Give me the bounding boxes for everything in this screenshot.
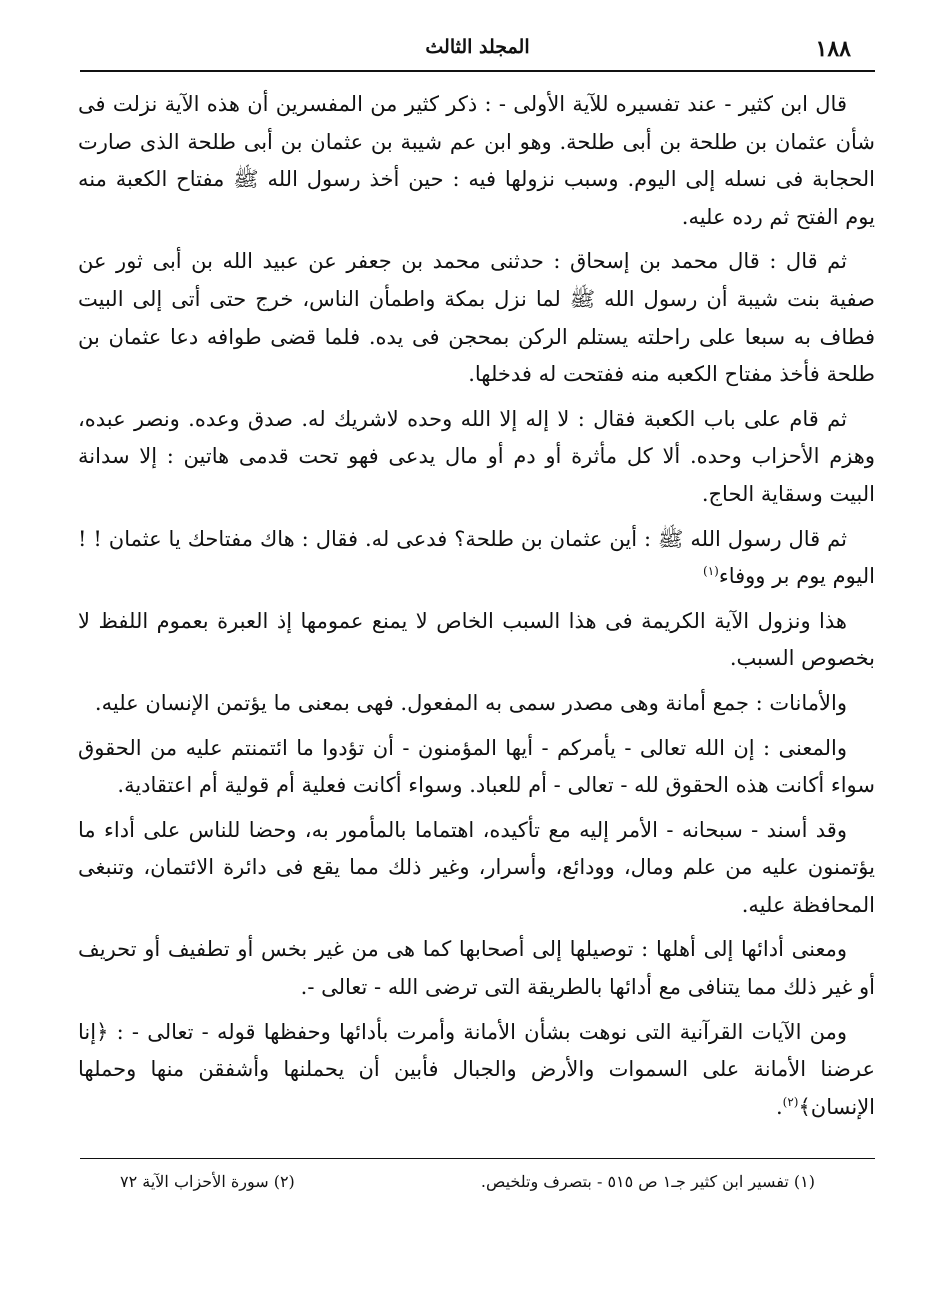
body-text: [78, 86, 875, 1133]
footnote-marker-2: (٢): [782, 1094, 799, 1109]
footnote-rule: [80, 1158, 875, 1159]
paragraph-9: ومعنى أدائها إلى أهلها : توصيلها إلى أصحابها كما هى من غير بخس أو تطفيف أو تحريف أو غير ذلك مما يتنافى مع أدائها بالطريقة التى ترضى الله - تعالى -.: [78, 937, 875, 1000]
final-period: .: [775, 1094, 783, 1119]
paragraph-2: ثم قال : قال محمد بن إسحاق : حدثنى محمد بن جعفر عن عبيد الله بن أبى ثور عن صفية بنت شيبة أن رسول الله ﷺ لما نزل بمكة واطمأن الناس، خرج حتى أتى إلى البيت فطاف به سبعا على راحلته يستلم الركن بمحجن فى يده. فلما قضى طوافه دعا عثمان بن طلحة فأخذ مفتاح الكعبه منه ففتحت له فدخلها.: [78, 249, 875, 387]
running-title: المجلد الثالث: [425, 36, 530, 58]
paragraph-3: ثم قام على باب الكعبة فقال : لا إله إلا الله وحده لاشريك له. صدق وعده. ونصر عبده، وهزم الأحزاب وحده. ألا كل مأثرة أو دم أو مال يدعى فهو تحت قدمى هاتين : إلا سدانة البيت وسقاية الحاج.: [78, 406, 875, 506]
footnote-marker-1: (١): [703, 564, 719, 579]
paragraph-5: هذا ونزول الآية الكريمة فى هذا السبب الخاص لا يمنع عمومها إذ العبرة بعموم اللفظ لا بخصوص السبب.: [78, 608, 875, 671]
page-header: [80, 30, 875, 70]
paragraph-6: والأمانات : جمع أمانة وهى مصدر سمى به المفعول. فهى بمعنى ما يؤتمن الإنسان عليه.: [94, 690, 847, 715]
footnote-2: (٢) سورة الأحزاب الآية ٧٢: [120, 1172, 295, 1191]
page-number: ١٨٨: [815, 36, 851, 62]
paragraph-4-text: ثم قال رسول الله ﷺ : أين عثمان بن طلحة؟ فدعى له. فقال : هاك مفتاحك يا عثمان ! ! اليوم يوم بر ووفاء: [78, 526, 875, 589]
paragraph-8: وقد أسند - سبحانه - الأمر إليه مع تأكيده، اهتماما بالمأمور به، وحضا للناس على أداء ما يؤتمنون عليه من علم ومال، وودائع، وأسرار، وغير ذلك مما يقع فى دائرة الائتمان، وتنبغى المحافظة عليه.: [78, 817, 875, 917]
footnote-1: (١) تفسير ابن كثير جـ١ ص ٥١٥ - بتصرف وتلخيص.: [480, 1172, 815, 1191]
paragraph-4: [78, 521, 875, 596]
footnotes: [120, 1168, 815, 1196]
header-rule: [80, 70, 875, 72]
paragraph-1: قال ابن كثير - عند تفسيره للآية الأولى - : ذكر كثير من المفسرين أن هذه الآية نزلت فى شأن عثمان بن طلحة بن أبى طلحة. وهو ابن عم شيبة بن عثمان بن أبى طلحة الذى صارت الحجابة فى نسله إلى اليوم. وسبب نزولها فيه : حين أخذ رسول الله ﷺ مفتاح الكعبة منه يوم الفتح ثم رده عليه.: [78, 92, 875, 229]
paragraph-10: [78, 1014, 875, 1127]
paragraph-7: والمعنى : إن الله تعالى - يأمركم - أيها المؤمنون - أن تؤدوا ما ائتمنتم عليه من الحقوق سواء أكانت هذه الحقوق لله - تعالى - أم للعباد. وسواء أكانت فعلية أم قولية أم اعتقادية.: [78, 735, 875, 798]
paragraph-10-text: ومن الآيات القرآنية التى نوهت بشأن الأمانة وأمرت بأدائها وحفظها قوله - تعالى - : ﴿إنا عرضنا الأمانة على السموات والأرض والجبال فأبين أن يحملنها وأشفقن منها وحملها الإنسان﴾: [78, 1019, 875, 1119]
